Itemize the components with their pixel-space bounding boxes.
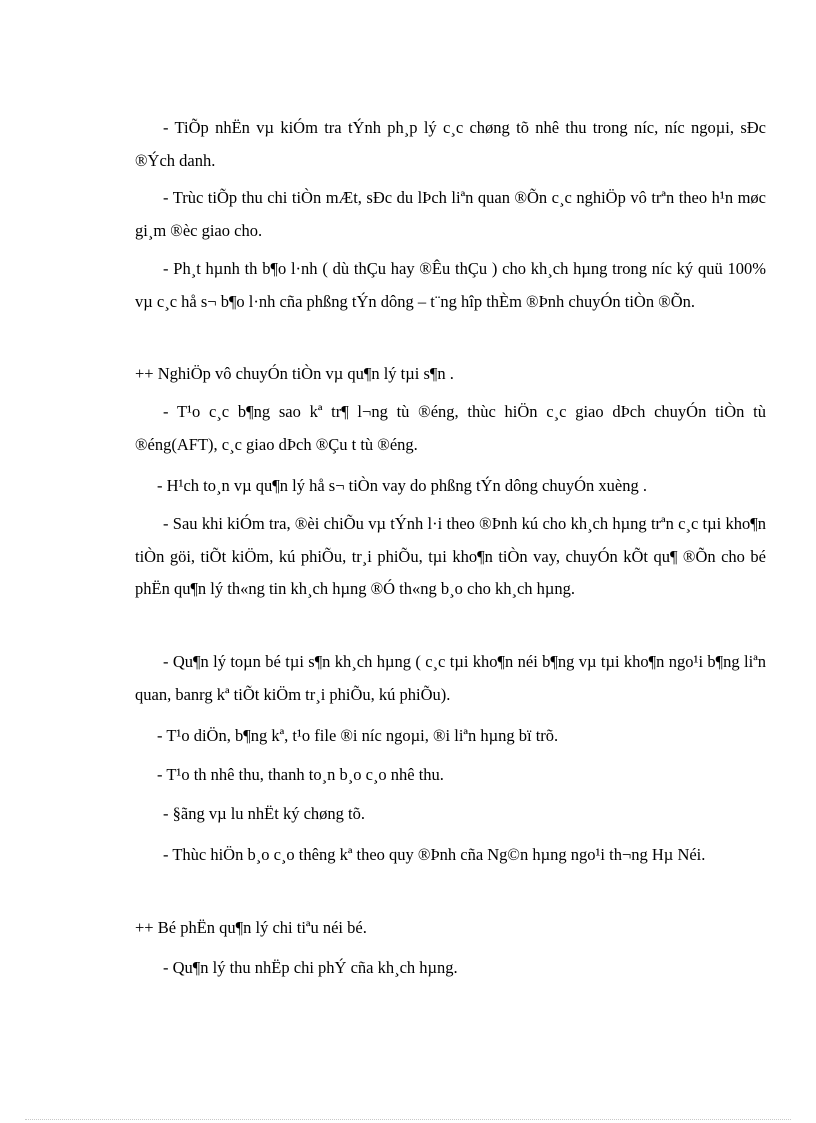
- paragraph-5: - H¹ch to¸n vµ qu¶n lý hå s¬ tiÒn vay do phßng tÝn dông chuyÓn xuèng .: [157, 476, 647, 495]
- paragraph-9: - T¹o th nhê thu, thanh to¸n b¸o c¸o nhê thu.: [157, 765, 444, 784]
- paragraph-4: - T¹o c¸c b¶ng sao kª tr¶ l¬ng tù ®éng, thùc hiÖn c¸c giao dÞch chuyÓn tiÒn tù ®éng(AFT), c¸c giao dÞch ®Çu t tù ®éng.: [135, 402, 766, 454]
- paragraph-11: - Thùc hiÖn b¸o c¸o thêng kª theo quy ®Þnh cña Ng©n hµng ngo¹i th¬ng Hµ Néi.: [163, 845, 706, 864]
- paragraph-10: - §ãng vµ lu nhËt ký chøng tõ.: [163, 804, 365, 823]
- page-bottom-divider: [25, 1119, 791, 1120]
- section-heading-internal: ++ Bé phËn qu¶n lý chi tiªu néi bé.: [135, 918, 367, 937]
- paragraph-6: - Sau khi kiÓm tra, ®èi chiÕu vµ tÝnh l·i theo ®Þnh kú cho kh¸ch hµng trªn c¸c tµi kho¶n tiÒn göi, tiÕt kiÖm, kú phiÕu, tr¸i phiÕu, tµi kho¶n tiÒn vay, chuyÓn kÕt qu¶ ®Õn cho bé phËn qu¶n lý th«ng tin kh¸ch hµng ®Ó th«ng b¸o cho kh¸ch hµng.: [135, 514, 766, 598]
- paragraph-2: - Trùc tiÕp thu chi tiÒn mÆt, sÐc du lÞch liªn quan ®Õn c¸c nghiÖp vô trªn theo h¹n møc gi¸m ®èc giao cho.: [135, 188, 766, 240]
- paragraph-3: - Ph¸t hµnh th b¶o l·nh ( dù thÇu hay ®Êu thÇu ) cho kh¸ch hµng trong níc ký quü 100% vµ c¸c hå s¬ b¶o l·nh cña phßng tÝn dông – t¨ng hîp thÈm ®Þnh chuyÓn tiÒn ®Õn.: [135, 259, 766, 311]
- paragraph-8: - T¹o diÖn, b¶ng kª, t¹o file ®i níc ngoµi, ®i liªn hµng bï trõ.: [157, 726, 559, 745]
- paragraph-12: - Qu¶n lý thu nhËp chi phÝ cña kh¸ch hµng.: [163, 958, 458, 977]
- paragraph-7: - Qu¶n lý toµn bé tµi s¶n kh¸ch hµng ( c¸c tµi kho¶n néi b¶ng vµ tµi kho¶n ngo¹i b¶ng liªn quan, banrg kª tiÕt kiÖm tr¸i phiÕu, kú phiÕu).: [135, 652, 766, 704]
- paragraph-1: - TiÕp nhËn vµ kiÓm tra tÝnh ph¸p lý c¸c chøng tõ nhê thu trong níc, níc ngoµi, sÐc ®Ých danh.: [135, 118, 766, 170]
- section-heading-transfer: ++ NghiÖp vô chuyÓn tiÒn vµ qu¶n lý tµi s¶n .: [135, 364, 454, 383]
